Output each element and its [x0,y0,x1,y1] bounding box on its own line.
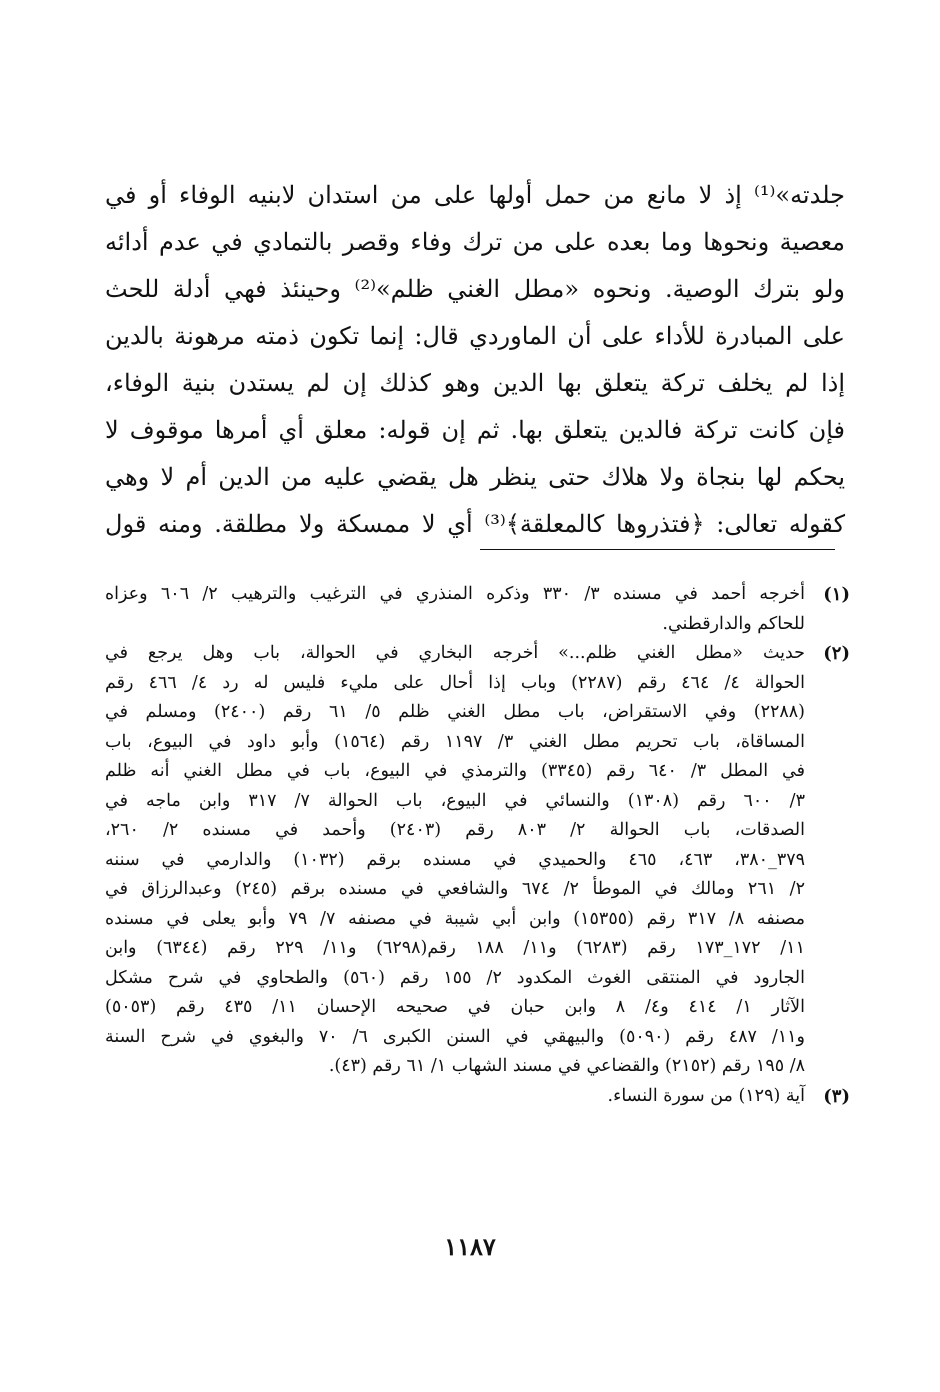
main-text-line: ولو بترك الوصية. ونحوه «مطل الغني ظلم»⁽²⁾ وحينئذ فهي أدلة للحث [105,275,845,303]
footnote-line: ٣٧٩_٣٨٠، ٤٦٣، ٤٦٥ والحميدي في مسنده برقم (١٠٣٢) والدارمي في سننه [105,849,806,870]
footnote-number: (٣) [823,1085,850,1107]
main-text-line: جلدته»⁽¹⁾ إذ لا مانع من حمل أولها على من استدان لابنيه الوفاء أو في [105,181,845,209]
footnote-3 [105,1082,850,1112]
main-text-line: إذا لم يخلف تركة يتعلق بها الدين وهو كذلك إن لم يستدن بنية الوفاء، [105,369,845,397]
footnote-2 [105,639,850,1082]
footnote-line: و١١/ ٤٨٧ رقم (٥٠٩٠) والبيهقي في السنن الكبرى ٦/ ٧٠ والبغوي في شرح السنة [105,1026,805,1047]
main-text-line: كقوله تعالى: ﴿فتذروها كالمعلقة﴾⁽³⁾ أي لا ممسكة ولا مطلقة. ومنه قول [105,510,845,538]
main-text-line: معصية ونحوها وما بعده على من ترك وفاء وقصر بالتمادي في عدم أدائه [105,228,845,256]
main-text-line: على المبادرة للأداء على أن الماوردي قال: إنما تكون ذمته مرهونة بالدين [105,322,845,350]
footnote-line: ٢/ ٢٦١ ومالك في الموطأ ٢/ ٦٧٤ والشافعي في مسنده برقم (٢٤٥) وعبدالرزاق في [105,879,805,899]
footnote-1 [105,580,850,639]
page-number: ١١٨٧ [444,1232,496,1261]
footnote-line: الآثار ١/ ٤١٤ و٤/ ٨ وابن حبان في صحيحه الإحسان ١١/ ٤٣٥ رقم (٥٠٥٣) [105,997,805,1017]
main-text-line: يحكم لها بنجاة ولا هلاك حتى ينظر هل يقضي عليه من الدين أم لا وهي [105,463,845,491]
main-text-block [105,172,845,548]
footnote-line: أخرجه أحمد في مسنده ٣/ ٣٣٠ وذكره المنذري في الترغيب والترهيب ٢/ ٦٠٦ وعزاه [105,584,805,604]
main-text-line: فإن كانت تركة فالدين يتعلق بها. ثم إن قوله: معلق أي أمرها موقوف لا [105,416,845,444]
footnote-line: (٢٢٨٨) وفي الاستقراض، باب مطل الغني ظلم ٥/ ٦١ رقم (٢٤٠٠) ومسلم في [105,702,805,722]
footnote-line: للحاكم والدارقطني. [662,613,805,634]
footnote-line: آية (١٢٩) من سورة النساء. [607,1085,805,1106]
footnote-line: ٣/ ٦٠٠ رقم (١٣٠٨) والنسائي في البيوع، باب الحوالة ٧/ ٣١٧ وابن ماجه في [105,790,805,811]
footnote-line: الجارود في المنتقى الغوث المكدود ٢/ ١٥٥ رقم (٥٦٠) والطحاوي في شرح مشكل [105,967,806,988]
footnotes [105,580,850,1111]
footnote-number: (٢) [823,643,850,664]
footnote-line: حديث «مطل الغني ظلم...» أخرجه البخاري في الحوالة، باب وهل يرجع في [105,643,805,663]
footnote-number: (١) [823,584,850,605]
footnote-line: مصنفه ٨/ ٣١٧ رقم (١٥٣٥٥) وابن أبي شيبة في مصنفه ٧/ ٧٩ وأبو يعلى في مسنده [105,908,805,929]
footnote-line: الحوالة ٤/ ٤٦٤ رقم (٢٢٨٧) وباب إذا أحال على مليء فليس له رد ٤/ ٤٦٦ رقم [105,672,805,693]
footnote-line: في المطل ٣/ ٦٤٠ رقم (٣٣٤٥) والترمذي في البيوع، باب في مطل الغني أنه ظلم [105,761,805,781]
footnote-line: ٨/ ١٩٥ رقم (٢١٥٢) والقضاعي في مسند الشهاب ١/ ٦١ رقم (٤٣). [328,1056,805,1076]
footnote-separator [480,549,835,550]
footnote-line: الصدقات، باب الحوالة ٢/ ٨٠٣ رقم (٢٤٠٣) وأحمد في مسنده ٢/ ٢٦٠، [105,820,805,840]
footnote-line: المساقاة، باب تحريم مطل الغني ٣/ ١١٩٧ رقم (١٥٦٤) وأبو داود في البيوع، باب [105,731,805,752]
footnote-line: ١١/ ١٧٢_١٧٣ رقم (٦٢٨٣) و١١/ ١٨٨ رقم(٦٢٩٨) و١١/ ٢٢٩ رقم (٦٣٤٤) وابن [105,938,805,958]
